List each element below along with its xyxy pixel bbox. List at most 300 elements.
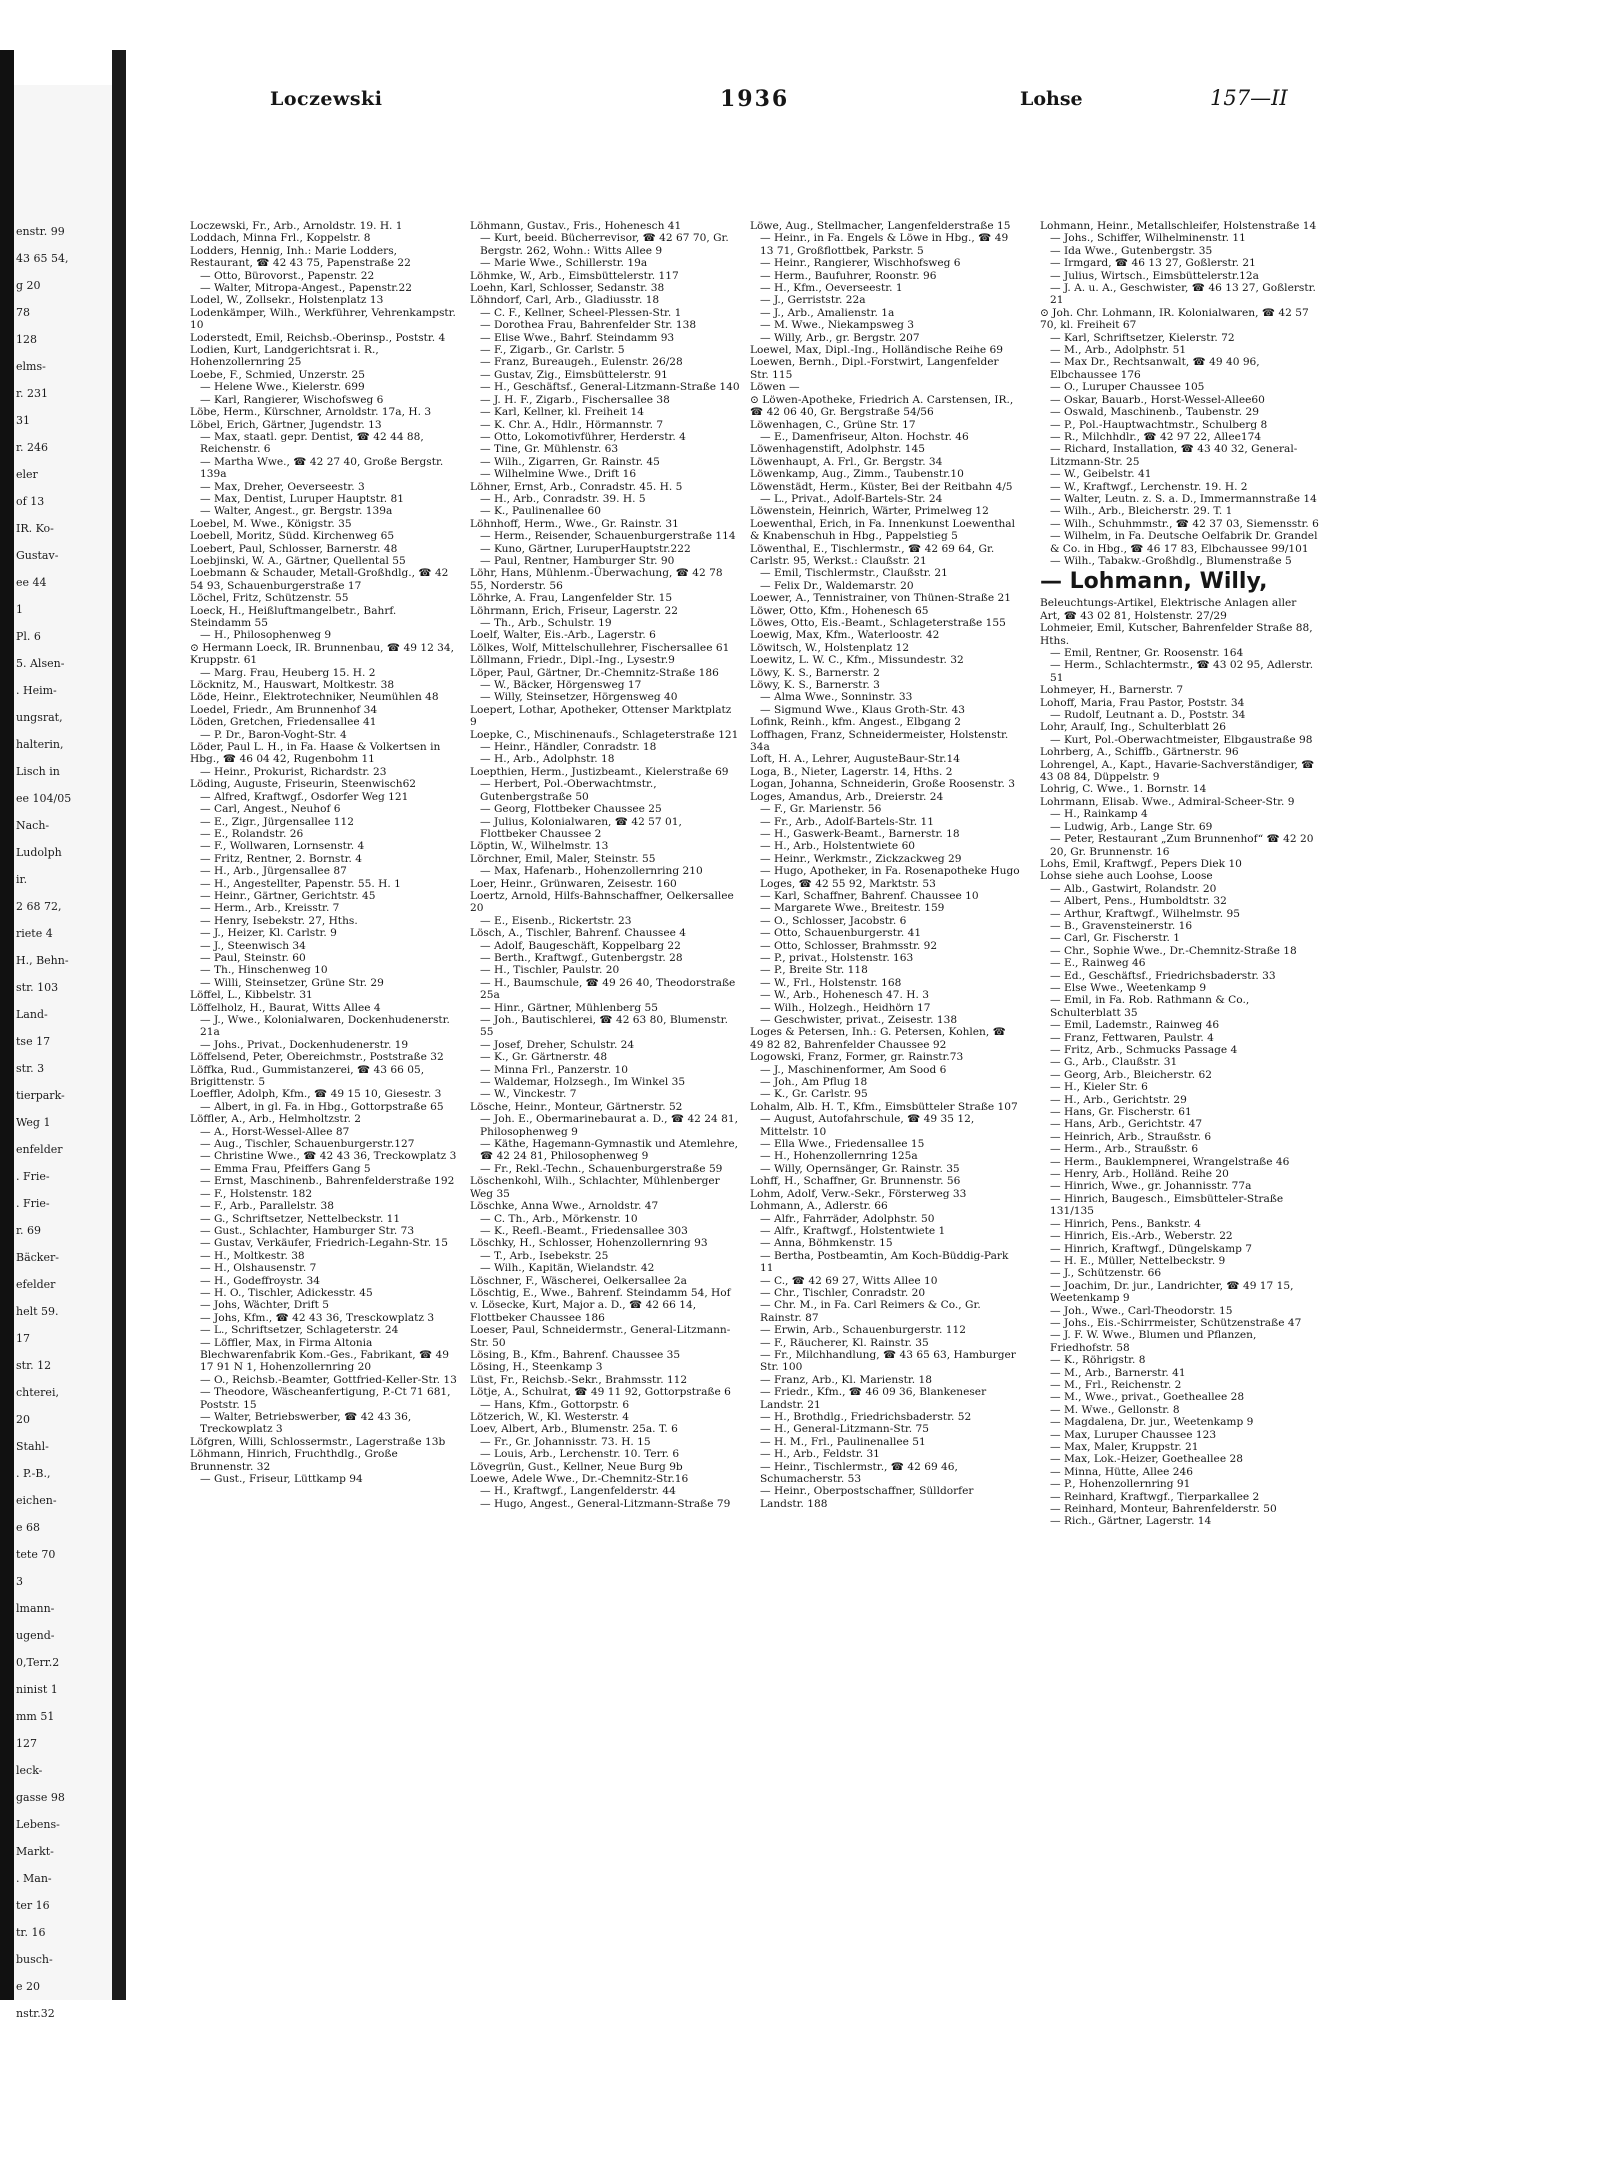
directory-entry: Lofink, Reinh., kfm. Angest., Elbgang 2 [750, 716, 961, 729]
directory-entry: — Berth., Kraftwgf., Gutenbergstr. 28 [480, 951, 683, 964]
directory-entry: — P. Dr., Baron-Voght-Str. 4 [200, 728, 347, 741]
directory-entry: Lodien, Kurt, Landgerichtsrat i. R., Hohenzollernring 25 [190, 344, 379, 369]
directory-entry: — Ida Wwe., Gutenbergstr. 35 [1050, 244, 1213, 257]
directory-entry: — Chr. M., in Fa. Carl Reimers & Co., Gr. Rainstr. 87 [760, 1299, 981, 1324]
previous-page-fragment: eichen- [16, 1494, 57, 1507]
directory-entry: — Johs., Privat., Dockenhudenerstr. 19 [200, 1038, 409, 1051]
directory-entry: — Otto, Schauenburgerstr. 41 [760, 927, 922, 940]
directory-entry: — Max Dr., Rechtsanwalt, ☎ 49 40 96, Elbchaussee 176 [1050, 356, 1260, 381]
directory-entry: ⊙ Joh. Chr. Lohmann, IR. Kolonialwaren, ☎ 42 57 70, kl. Freiheit 67 [1040, 306, 1309, 332]
directory-entry: — J., Steenwisch 34 [200, 939, 306, 952]
directory-entry: Lohalm, Alb. H. T., Kfm., Eimsbütteler Straße 107 [750, 1100, 1018, 1113]
directory-entry: Löwe, Aug., Stellmacher, Langenfelderstraße 15 [750, 220, 1011, 232]
directory-entry: — Richard, Installation, ☎ 43 40 32, General-Litzmann-Str. 25 [1050, 443, 1298, 468]
directory-entry: — Herm., Arb., Kreisstr. 7 [200, 902, 340, 915]
directory-entry: Löden, Gretchen, Friedensallee 41 [190, 716, 377, 729]
directory-entry: — H., Arb., Holstentwiete 60 [760, 840, 916, 853]
directory-entry: — Adolf, Baugeschäft, Koppelbarg 22 [480, 939, 681, 952]
directory-entry: Löwitsch, W., Holstenplatz 12 [750, 641, 910, 654]
directory-entry: — Fritz, Arb., Schmucks Passage 4 [1050, 1044, 1238, 1056]
previous-page-fragment: chterei, [16, 1386, 59, 1399]
directory-entry: — Joh., Wwe., Carl-Theodorstr. 15 [1050, 1304, 1233, 1317]
directory-entry: — August, Autofahrschule, ☎ 49 35 12, Mittelstr. 10 [760, 1113, 975, 1138]
directory-entry: — Karl, Schriftsetzer, Kielerstr. 72 [1050, 331, 1235, 344]
directory-entry: — H., Gaswerk-Beamt., Barnerstr. 18 [760, 827, 960, 840]
directory-entry: — Ella Wwe., Friedensallee 15 [760, 1138, 925, 1151]
directory-entry: Löwenhaupt, A. Frl., Gr. Bergstr. 34 [750, 455, 943, 468]
directory-entry: — Gust., Schlachter, Hamburger Str. 73 [200, 1224, 415, 1237]
directory-column-4 [1040, 220, 1320, 2000]
directory-entry: Löschtig, E., Wwe., Bahrenf. Steindamm 54, Hof [470, 1286, 731, 1299]
previous-page-fragment: 0,Terr.2 [16, 1656, 60, 1669]
previous-page-fragment: Nach- [16, 819, 50, 832]
directory-entry: — Wilhelm, in Fa. Deutsche Oelfabrik Dr. Grandel & Co. in Hbg., ☎ 46 17 83, Elbchaussee 99/101 [1050, 530, 1318, 555]
directory-entry: — M., Frl., Reichenstr. 2 [1050, 1378, 1182, 1391]
directory-entry: — Hinrich, Kraftwgf., Düngelskamp 7 [1050, 1242, 1253, 1255]
directory-display-entry: — Lohmann, Willy, [1040, 569, 1268, 595]
directory-entry: Lohmeyer, H., Barnerstr. 7 [1040, 684, 1184, 697]
directory-entry: — H., Philosophenweg 9 [200, 629, 332, 642]
directory-entry: Löwenhagenstift, Adolphstr. 145 [750, 443, 925, 456]
directory-entry: — Dorothea Frau, Bahrenfelder Str. 138 [480, 319, 697, 332]
directory-entry: — Fr., Arb., Adolf-Bartels-Str. 11 [760, 815, 934, 828]
directory-entry: — Franz, Arb., Kl. Marienstr. 18 [760, 1373, 932, 1386]
directory-entry: Löptin, W., Wilhelmstr. 13 [470, 840, 609, 853]
directory-entry: Loev, Albert, Arb., Blumenstr. 25a. T. 6 [470, 1423, 678, 1436]
directory-entry: — M., Wwe., privat., Goetheallee 28 [1050, 1391, 1245, 1404]
directory-entry: — Bertha, Postbeamtin, Am Koch-Büddig-Park 11 [760, 1249, 1009, 1275]
directory-entry: — C. Th., Arb., Mörkenstr. 10 [480, 1212, 638, 1225]
directory-entry: — Ernst, Maschinenb., Bahrenfelderstraße 192 [200, 1175, 455, 1188]
directory-entry: — W., Kraftwgf., Lerchenstr. 19. H. 2 [1050, 480, 1248, 493]
directory-entry: — Otto, Schlosser, Brahmsstr. 92 [760, 939, 938, 952]
directory-entry: — Erwin, Arb., Schauenburgerstr. 112 [760, 1324, 966, 1337]
directory-entry: ⊙ Hermann Loeck, IR. Brunnenbau, ☎ 49 12 34, Kruppstr. 61 [190, 641, 455, 667]
directory-entry: — Minna Frl., Panzerstr. 10 [480, 1063, 628, 1076]
previous-page-fragment: 78 [16, 306, 30, 319]
directory-entry: Lohm, Adolf, Verw.-Sekr., Försterweg 33 [750, 1187, 967, 1200]
directory-entry: Loft, H. A., Lehrer, AugusteBaur-Str.14 [750, 753, 961, 766]
previous-page-fragment: 2 68 72, [16, 900, 62, 913]
directory-entry: — H. M., Frl., Paulinenallee 51 [760, 1435, 926, 1448]
previous-page-fragment: Bäcker- [16, 1251, 59, 1264]
directory-entry: Lohrengel, A., Kapt., Havarie-Sachverständiger, ☎ 43 08 84, Düppelstr. 9 [1040, 758, 1315, 784]
directory-entry: Löwenthal, E., Tischlermstr., ☎ 42 69 64, Gr. Carlstr. 95, Werkst.: Claußstr. 21 [750, 542, 995, 567]
directory-entry: — Julius, Kolonialwaren, ☎ 42 57 01, Flottbeker Chaussee 2 [480, 815, 682, 840]
directory-entry: Löbel, Erich, Gärtner, Jugendstr. 13 [190, 418, 382, 431]
running-head-left: Loczewski [270, 88, 383, 110]
directory-entry: — Herbert, Pol.-Oberwachtmstr., Gutenbergstraße 50 [480, 778, 657, 803]
directory-entry: Lodenkämper, Wilh., Werkführer, Vehrenkampstr. 10 [190, 306, 456, 332]
directory-entry: Löhmke, W., Arb., Eimsbüttelerstr. 117 [470, 269, 679, 282]
directory-entry: — H., Arb., Feldstr. 31 [760, 1448, 880, 1461]
directory-entry: — Emil, Lademstr., Rainweg 46 [1050, 1019, 1220, 1032]
previous-page-fragment: ee 104/05 [16, 792, 72, 805]
directory-entry: — F., Räucherer, Kl. Rainstr. 35 [760, 1336, 929, 1349]
directory-entry: — Felix Dr., Waldemarstr. 20 [760, 579, 914, 592]
directory-entry: — P., Pol.-Hauptwachtmstr., Schulberg 8 [1050, 418, 1268, 431]
directory-entry: — Magdalena, Dr. jur., Weetenkamp 9 [1050, 1416, 1254, 1429]
directory-entry: — Tine, Gr. Mühlenstr. 63 [480, 443, 619, 456]
directory-entry: — Th., Arb., Schulstr. 19 [480, 617, 612, 629]
directory-entry: — Käthe, Hagemann-Gymnastik und Atemlehre, ☎ 42 24 81, Philosophenweg 9 [480, 1138, 738, 1163]
directory-entry: — F., Arb., Parallelstr. 38 [200, 1200, 334, 1213]
directory-entry: Löding, Auguste, Friseurin, Steenwisch62 [190, 778, 417, 791]
directory-entry: — L., Privat., Adolf-Bartels-Str. 24 [760, 492, 943, 505]
scan-left-edge [0, 50, 14, 2000]
directory-entry: — P., privat., Holstenstr. 163 [760, 951, 914, 964]
directory-entry: — Rudolf, Leutnant a. D., Poststr. 34 [1050, 709, 1246, 722]
previous-page-fragment: . Frie- [16, 1170, 50, 1183]
directory-entry: — A., Horst-Wessel-Allee 87 [200, 1125, 350, 1138]
directory-entry: — H., Moltkestr. 38 [200, 1249, 305, 1262]
directory-entry: Loebell, Moritz, Südd. Kirchenweg 65 [190, 530, 395, 543]
directory-entry: — Fr., Milchhandlung, ☎ 43 65 63, Hamburger Str. 100 [760, 1348, 1016, 1374]
directory-entry: Löwenstädt, Herm., Küster, Bei der Reitbahn 4/5 [750, 480, 1013, 493]
directory-entry: — H., Baumschule, ☎ 49 26 40, Theodorstraße 25a [480, 976, 736, 1002]
directory-entry: Loewig, Max, Kfm., Waterloostr. 42 [750, 629, 940, 642]
directory-entry: — Hans, Arb., Gerichtstr. 47 [1050, 1118, 1203, 1131]
directory-entry: — Walter, Betriebswerber, ☎ 42 43 36, Treckowplatz 3 [200, 1411, 412, 1436]
directory-entry: — W., Bäcker, Hörgensweg 17 [480, 679, 642, 692]
directory-entry: Loewen, Bernh., Dipl.-Forstwirt, Langenfelder Str. 115 [750, 356, 999, 381]
directory-entry: Loewer, A., Tennistrainer, von Thünen-Straße 21 [750, 592, 1011, 605]
directory-entry: — J., Gerriststr. 22a [760, 294, 866, 307]
previous-page-fragment: tete 70 [16, 1548, 56, 1561]
previous-page-fragment: 31 [16, 414, 30, 427]
directory-entry: Löllmann, Friedr., Dipl.-Ing., Lysestr.9 [470, 654, 675, 667]
directory-entry: v. Lösecke, Kurt, Major a. D., ☎ 42 66 14, Flottbeker Chaussee 186 [470, 1299, 697, 1324]
previous-page-fragment: 43 65 54, [16, 252, 69, 265]
directory-entry: — Arthur, Kraftwgf., Wilhelmstr. 95 [1050, 907, 1240, 920]
directory-entry: — Karl, Rangierer, Wischofsweg 6 [200, 393, 384, 406]
previous-page-fragment: leck- [16, 1764, 43, 1777]
directory-entry: — Heinr., Tischlermstr., ☎ 42 69 46, Schumacherstr. 53 [760, 1460, 958, 1486]
directory-entry: — Herm., Baufuhrer, Roonstr. 96 [760, 269, 937, 282]
directory-entry: — M., Arb., Adolphstr. 51 [1050, 344, 1187, 357]
directory-entry: — Margarete Wwe., Breitestr. 159 [760, 902, 945, 915]
directory-entry: Lohrberg, A., Schiffb., Gärtnerstr. 96 [1040, 746, 1239, 759]
directory-entry: Lüst, Fr., Reichsb.-Sekr., Brahmsstr. 112 [470, 1373, 688, 1386]
directory-entry: — Fr., Rekl.-Techn., Schauenburgerstraße 59 [480, 1162, 723, 1175]
directory-entry: — Marg. Frau, Heuberg 15. H. 2 [200, 666, 376, 679]
previous-page-fragment: lmann- [16, 1602, 55, 1615]
directory-entry: — Heinr., Rangierer, Wischhofsweg 6 [760, 257, 961, 270]
directory-entry: — Herm., Bauklempnerei, Wrangelstraße 46 [1050, 1155, 1290, 1168]
directory-entry: — O., Luruper Chaussee 105 [1050, 381, 1205, 394]
directory-entry: — Wilh., Zigarren, Gr. Rainstr. 45 [480, 455, 660, 468]
directory-entry: — K. Chr. A., Hdlr., Hörmannstr. 7 [480, 418, 664, 431]
directory-entry: — Johs, Kfm., ☎ 42 43 36, Tresckowplatz 3 [200, 1311, 435, 1324]
directory-entry: — Johs, Wächter, Drift 5 [200, 1299, 330, 1312]
directory-entry: Loepert, Lothar, Apotheker, Ottenser Marktplatz 9 [470, 703, 732, 729]
directory-entry: Löffel, L., Kibbelstr. 31 [190, 989, 313, 1002]
directory-entry: Loges & Petersen, Inh.: G. Petersen, Kohlen, ☎ 49 82 82, Bahrenfelder Chaussee 92 [750, 1026, 1006, 1051]
directory-entry: — Helene Wwe., Kielerstr. 699 [200, 381, 365, 394]
directory-entry: — T., Arb., Isebekstr. 25 [480, 1249, 609, 1262]
directory-entry: — Irmgard, ☎ 46 13 27, Goßlerstr. 21 [1050, 257, 1256, 270]
directory-entry: — Henry, Arb., Holländ. Reihe 20 [1050, 1168, 1229, 1181]
directory-entry: — Alma Wwe., Sonninstr. 33 [760, 691, 913, 704]
book-gutter [112, 50, 126, 2000]
directory-entry: Löbe, Herm., Kürschner, Arnoldstr. 17a, H. 3 [190, 406, 432, 419]
directory-entry: Lohmann, A., Adlerstr. 66 [750, 1200, 888, 1213]
directory-entry: Loepke, C., Mischinenaufs., Schlageterstraße 121 [470, 728, 739, 741]
directory-entry: Loeck, H., Heißluftmangelbetr., Bahrf. Steindamm 55 [190, 604, 397, 629]
directory-entry: — M. Wwe., Niekampsweg 3 [760, 319, 915, 332]
directory-entry: — Franz, Bureaugeh., Eulenstr. 26/28 [480, 356, 683, 369]
directory-entry: Lötzerich, W., Kl. Westerstr. 4 [470, 1411, 630, 1423]
directory-entry: — Heinr., in Fa. Engels & Löwe in Hbg., ☎ 49 13 71, Großflottbek, Parkstr. 5 [760, 232, 1009, 257]
previous-page-fragment: r. 246 [16, 441, 49, 454]
directory-entry: — W., Frl., Holstenstr. 168 [760, 976, 902, 989]
directory-entry: Lohrmann, Elisab. Wwe., Admiral-Scheer-Str. 9 [1040, 795, 1295, 808]
previous-page-fragment: of 13 [16, 495, 45, 508]
directory-entry: — Hinrich, Pens., Bankstr. 4 [1050, 1217, 1202, 1230]
directory-entry: — Max, staatl. gepr. Dentist, ☎ 42 44 88, Reichenstr. 6 [200, 430, 424, 456]
directory-entry: — Hinrich, Baugesch., Eimsbütteler-Straße 131/135 [1050, 1192, 1284, 1218]
directory-entry: — C., ☎ 42 69 27, Witts Allee 10 [760, 1274, 938, 1287]
directory-entry: Loebe, F., Schmied, Unzerstr. 25 [190, 368, 365, 381]
directory-entry: Loewel, Max, Dipl.-Ing., Holländische Reihe 69 [750, 344, 1004, 357]
directory-entry: — Willy, Opernsänger, Gr. Rainstr. 35 [760, 1162, 960, 1175]
directory-entry: — Willy, Arb., gr. Bergstr. 207 [760, 331, 920, 344]
directory-entry: — Max, Dentist, Luruper Hauptstr. 81 [200, 492, 404, 505]
directory-entry: Löschenkohl, Wilh., Schlachter, Mühlenberger Weg 35 [470, 1175, 720, 1200]
previous-page-fragment: gasse 98 [16, 1791, 65, 1804]
directory-entry: — J. F. W. Wwe., Blumen und Pflanzen, Friedhofstr. 58 [1050, 1329, 1257, 1354]
directory-entry: Loehn, Karl, Schlosser, Sedanstr. 38 [470, 282, 665, 295]
directory-entry: — Aug., Tischler, Schauenburgerstr.127 [200, 1138, 415, 1151]
directory-entry: Loewenthal, Erich, in Fa. Innenkunst Loewenthal & Knabenschuh in Hbg., Pappelstieg 5 [750, 517, 1015, 543]
directory-entry: Löhner, Ernst, Arb., Conradstr. 45. H. 5 [470, 480, 683, 493]
directory-column-1 [190, 220, 460, 2000]
directory-entry: — Hugo, Apotheker, in Fa. Rosenapotheke Hugo Loges, ☎ 42 55 92, Marktstr. 53 [760, 865, 1020, 890]
directory-entry: Loelf, Walter, Eis.-Arb., Lagerstr. 6 [470, 629, 656, 642]
previous-page-fragment: 3 [16, 1575, 23, 1588]
previous-page-fragment: ee 44 [16, 576, 47, 589]
directory-entry: — P., Hohenzollernring 91 [1050, 1478, 1191, 1491]
directory-entry: — H., Angestellter, Papenstr. 55. H. 1 [200, 877, 401, 890]
directory-entry: Lövegrün, Gust., Kellner, Neue Burg 9b [470, 1460, 683, 1473]
directory-entry: — Alfred, Kraftwgf., Osdorfer Weg 121 [200, 790, 409, 803]
directory-entry: — Wilh., Holzegh., Heidhörn 17 [760, 1001, 931, 1014]
directory-entry: — Herm., Schlachtermstr., ☎ 43 02 95, Adlerstr. 51 [1050, 659, 1314, 684]
directory-entry: Löchel, Fritz, Schützenstr. 55 [190, 592, 349, 605]
directory-entry: — C. F., Kellner, Scheel-Plessen-Str. 1 [480, 306, 682, 319]
directory-entry: — Joh., Bautischlerei, ☎ 42 63 80, Blumenstr. 55 [480, 1014, 728, 1039]
previous-page-fragment: e 20 [16, 1980, 41, 1993]
previous-page-fragment: Lebens- [16, 1818, 60, 1831]
directory-entry: Löhrmann, Erich, Friseur, Lagerstr. 22 [470, 604, 678, 617]
previous-page-fragment: . Man- [16, 1872, 52, 1885]
previous-page-fragment: Ludolph [16, 846, 62, 859]
directory-entry: — Else Wwe., Weetenkamp 9 [1050, 981, 1207, 994]
directory-entry: — J., Heizer, Kl. Carlstr. 9 [200, 927, 337, 940]
directory-entry: — Marie Wwe., Schillerstr. 19a [480, 257, 648, 270]
previous-page-fragment: Gustav- [16, 549, 59, 562]
directory-entry: Loebert, Paul, Schlosser, Barnerstr. 48 [190, 542, 398, 555]
directory-entry: — Rich., Gärtner, Lagerstr. 14 [1050, 1515, 1212, 1528]
directory-entry: — M. Wwe., Gellonstr. 8 [1050, 1403, 1180, 1416]
directory-entry: Lohmann, Heinr., Metallschleifer, Holstenstraße 14 [1040, 220, 1317, 232]
previous-page-fragment: ungsrat, [16, 711, 63, 724]
directory-entry: — Geschwister, privat., Zeisestr. 138 [760, 1014, 958, 1026]
previous-page-fragment: 127 [16, 1737, 37, 1750]
directory-entry: Löffler, A., Arb., Helmholtzstr. 2 [190, 1113, 362, 1126]
directory-entry: Lötje, A., Schulrat, ☎ 49 11 92, Gottorpstraße 6 [470, 1386, 731, 1399]
directory-entry: — Max, Dreher, Oeverseestr. 3 [200, 480, 365, 493]
directory-entry: — O., Reichsb.-Beamter, Gottfried-Keller-Str. 13 [200, 1373, 457, 1386]
directory-entry: Löhndorf, Carl, Arb., Gladiusstr. 18 [470, 294, 660, 307]
directory-entry: — F., Holstenstr. 182 [200, 1187, 313, 1200]
directory-entry: — Hinr., Gärtner, Mühlenberg 55 [480, 1001, 658, 1014]
directory-entry: Löde, Heinr., Elektrotechniker, Neumühlen 48 [190, 691, 439, 704]
directory-entry: — Karl, Schaffner, Bahrenf. Chaussee 10 [760, 889, 979, 902]
directory-entry: Loczewski, Fr., Arb., Arnoldstr. 19. H. 1 [190, 220, 403, 232]
directory-entry: — P., Breite Str. 118 [760, 964, 868, 977]
directory-entry: — Alfr., Fahrräder, Adolphstr. 50 [760, 1212, 935, 1225]
directory-entry: — Martha Wwe., ☎ 42 27 40, Große Bergstr. 139a [200, 455, 444, 481]
directory-entry: — Heinr., Oberpostschaffner, Sülldorfer Landstr. 188 [760, 1485, 974, 1510]
directory-entry: — Hinrich, Wwe., gr. Johannisstr. 77a [1050, 1180, 1252, 1193]
directory-entry: — O., Schlosser, Jacobstr. 6 [760, 914, 907, 927]
directory-entry: — K., Paulinenallee 60 [480, 505, 601, 518]
directory-entry: Lohse siehe auch Loohse, Loose [1040, 870, 1213, 883]
previous-page-fragment: 20 [16, 1413, 30, 1426]
directory-entry: — Walter, Leutn. z. S. a. D., Immermannstraße 14 [1050, 492, 1317, 505]
directory-entry: — K., Röhrigstr. 8 [1050, 1354, 1146, 1367]
directory-entry: — Gust., Friseur, Lüttkamp 94 [200, 1473, 363, 1486]
directory-entry: — Heinr., Händler, Conradstr. 18 [480, 741, 657, 754]
directory-entry: — Emil, Rentner, Gr. Roosenstr. 164 [1050, 647, 1244, 659]
directory-entry: — Albert, in gl. Fa. in Hbg., Gottorpstraße 65 [200, 1100, 444, 1113]
directory-entry: — H. O., Tischler, Adickesstr. 45 [200, 1286, 373, 1299]
directory-entry: — Otto, Bürovorst., Papenstr. 22 [200, 269, 375, 282]
directory-entry: — H., Godeffroystr. 34 [200, 1274, 320, 1287]
directory-entry: — Christine Wwe., ☎ 42 43 36, Treckowplatz 3 [200, 1150, 457, 1163]
directory-entry: Löhnhoff, Herm., Wwe., Gr. Rainstr. 31 [470, 517, 679, 530]
directory-entry: — H., General-Litzmann-Str. 75 [760, 1423, 929, 1436]
directory-entry: — Willi, Steinsetzer, Grüne Str. 29 [200, 976, 384, 989]
directory-entry: Loddach, Minna Frl., Koppelstr. 8 [190, 232, 371, 245]
directory-entry: Loebel, M. Wwe., Königstr. 35 [190, 517, 352, 530]
directory-entry: — J., Arb., Amalienstr. 1a [760, 306, 895, 319]
directory-entry: — Paul, Rentner, Hamburger Str. 90 [480, 554, 675, 567]
directory-entry: Löwes, Otto, Eis.-Beamt., Schlageterstraße 155 [750, 617, 1006, 629]
directory-entry: — Georg, Flottbeker Chaussee 25 [480, 803, 662, 816]
directory-entry: Löhmann, Hinrich, Fruchthdlg., Große Brunnenstr. 32 [190, 1448, 398, 1473]
directory-entry: — J., Maschinenformer, Am Sood 6 [760, 1063, 947, 1076]
previous-page-fragment: Land- [16, 1008, 48, 1021]
directory-entry: — H., Arb., Conradstr. 39. H. 5 [480, 492, 646, 505]
directory-entry: — F., Wollwaren, Lornsenstr. 4 [200, 840, 365, 853]
directory-entry: — Max, Maler, Kruppstr. 21 [1050, 1441, 1199, 1453]
directory-entry: Löschke, Anna Wwe., Arnoldstr. 47 [470, 1200, 659, 1213]
directory-entry: — Johs., Eis.-Schirrmeister, Schützenstraße 47 [1050, 1316, 1302, 1329]
directory-entry: Loeffler, Adolph, Kfm., ☎ 49 15 10, Giesestr. 3 [190, 1088, 442, 1101]
directory-entry: — H., Tischler, Paulstr. 20 [480, 964, 620, 977]
directory-entry: Loer, Heinr., Grünwaren, Zeisestr. 160 [470, 877, 677, 890]
directory-entry: — Wilh., Schuhmmstr., ☎ 42 37 03, Siemensstr. 6 [1050, 517, 1319, 530]
directory-entry: — Josef, Dreher, Schulstr. 24 [480, 1038, 635, 1051]
previous-page-fragment: enstr. 99 [16, 225, 65, 238]
running-head-year: 1936 [720, 86, 790, 112]
directory-entry: — H., Geschäftsf., General-Litzmann-Straße 140 [480, 381, 740, 394]
directory-entry: — Wilh., Tabakw.-Großhdlg., Blumenstraße 5 [1050, 554, 1292, 567]
directory-entry: Lösch, A., Tischler, Bahrenf. Chaussee 4 [470, 927, 686, 940]
directory-entry: Loges, Amandus, Arb., Dreierstr. 24 [750, 790, 944, 803]
directory-entry: Löwy, K. S., Barnerstr. 2 [750, 666, 880, 679]
previous-page-fragment: halterin, [16, 738, 64, 751]
directory-entry: Lohr, Araulf, Ing., Schulterblatt 26 [1040, 721, 1226, 734]
directory-entry: — Wilh., Kapitän, Wielandstr. 42 [480, 1262, 655, 1275]
directory-entry: Loertz, Arnold, Hilfs-Bahnschaffner, Oelkersallee 20 [470, 889, 734, 915]
directory-entry: Löper, Paul, Gärtner, Dr.-Chemnitz-Straße 186 [470, 666, 719, 679]
directory-entry: — Gustav, Zig., Eimsbüttelerstr. 91 [480, 368, 668, 381]
previous-page-fragment: 5. Alsen- [16, 657, 65, 670]
directory-entry: Loewitz, L. W. C., Kfm., Missundestr. 32 [750, 654, 964, 667]
directory-entry: Löcknitz, M., Hauswart, Moltkestr. 38 [190, 679, 395, 692]
directory-entry: — Kurt, beeid. Bücherrevisor, ☎ 42 67 70, Gr. Bergstr. 262, Wohn.: Witts Allee 9 [480, 232, 729, 257]
previous-page-fragment: H., Behn- [16, 954, 69, 967]
previous-page-fragment: tse 17 [16, 1035, 51, 1048]
directory-entry: Loffhagen, Franz, Schneidermeister, Holstenstr. 34a [750, 728, 1009, 754]
previous-page-fragment: Lisch in [16, 765, 60, 778]
directory-entry: — J., Schützenstr. 66 [1050, 1267, 1162, 1280]
directory-entry: — Fritz, Rentner, 2. Bornstr. 4 [200, 852, 362, 865]
directory-entry: — Willy, Steinsetzer, Hörgensweg 40 [480, 691, 678, 704]
directory-entry: — M., Arb., Barnerstr. 41 [1050, 1366, 1186, 1379]
directory-entry: — H., Kfm., Oeverseestr. 1 [760, 282, 903, 295]
directory-entry: Löwen — [750, 381, 800, 394]
directory-entry: Lösing, B., Kfm., Bahrenf. Chaussee 35 [470, 1348, 681, 1361]
directory-entry: — Hinrich, Eis.-Arb., Weberstr. 22 [1050, 1230, 1233, 1243]
directory-entry: — H., Olshausenstr. 7 [200, 1262, 317, 1275]
directory-entry: — Otto, Lokomotivführer, Herderstr. 4 [480, 430, 686, 443]
page-number: 157—II [1210, 86, 1288, 110]
previous-page-fragment: g 20 [16, 279, 41, 292]
directory-entry: — Heinr., Werkmstr., Zickzackweg 29 [760, 852, 962, 865]
directory-entry: — Joh. E., Obermarinebaurat a. D., ☎ 42 24 81, Philosophenweg 9 [480, 1113, 738, 1138]
directory-entry: — Paul, Steinstr. 60 [200, 951, 306, 964]
directory-entry: Lörchner, Emil, Maler, Steinstr. 55 [470, 852, 656, 865]
directory-entry: — Waldemar, Holzsegh., Im Winkel 35 [480, 1076, 686, 1089]
directory-entry: Löwy, K. S., Barnerstr. 3 [750, 679, 880, 692]
directory-entry: — W., Arb., Hohenesch 47. H. 3 [760, 989, 929, 1002]
directory-entry: — Heinrich, Arb., Straußstr. 6 [1050, 1130, 1212, 1143]
directory-entry: — R., Milchhdlr., ☎ 42 97 22, Allee174 [1050, 430, 1262, 443]
directory-entry: — Max, Lok.-Heizer, Goetheallee 28 [1050, 1453, 1243, 1466]
directory-entry: Loga, B., Nieter, Lagerstr. 14, Hths. 2 [750, 765, 953, 778]
directory-entry: — Franz, Fettwaren, Paulstr. 4 [1050, 1031, 1214, 1044]
directory-column-2 [470, 220, 740, 2000]
directory-entry: Löder, Paul L. H., in Fa. Haase & Volkertsen in Hbg., ☎ 46 04 42, Rugenbohm 11 [190, 741, 441, 766]
directory-entry: — Reinhard, Kraftwgf., Tierparkallee 2 [1050, 1490, 1260, 1503]
directory-entry: — F., Gr. Marienstr. 56 [760, 803, 882, 816]
previous-page-fragment: . Heim- [16, 684, 57, 697]
previous-page-fragment: r. 231 [16, 387, 49, 400]
directory-entry: Löhrke, A. Frau, Langenfelder Str. 15 [470, 592, 673, 605]
directory-entry: — K., Gr. Carlstr. 95 [760, 1088, 868, 1101]
directory-entry: — Wilh., Arb., Bleicherstr. 29. T. 1 [1050, 505, 1233, 518]
directory-entry: Lohrig, C. Wwe., 1. Bornstr. 14 [1040, 783, 1207, 796]
directory-entry: — Theodore, Wäscheanfertigung, P.-Ct 71 681, Poststr. 15 [200, 1386, 451, 1411]
directory-entry: — Joachim, Dr. jur., Landrichter, ☎ 49 17 15, Weetenkamp 9 [1050, 1279, 1294, 1305]
directory-entry: — Kurt, Pol.-Oberwachtmeister, Elbgaustraße 98 [1050, 733, 1313, 746]
directory-entry: Lohs, Emil, Kraftwgf., Pepers Diek 10 [1040, 857, 1242, 870]
previous-page-fragment: . P.-B., [16, 1467, 51, 1480]
